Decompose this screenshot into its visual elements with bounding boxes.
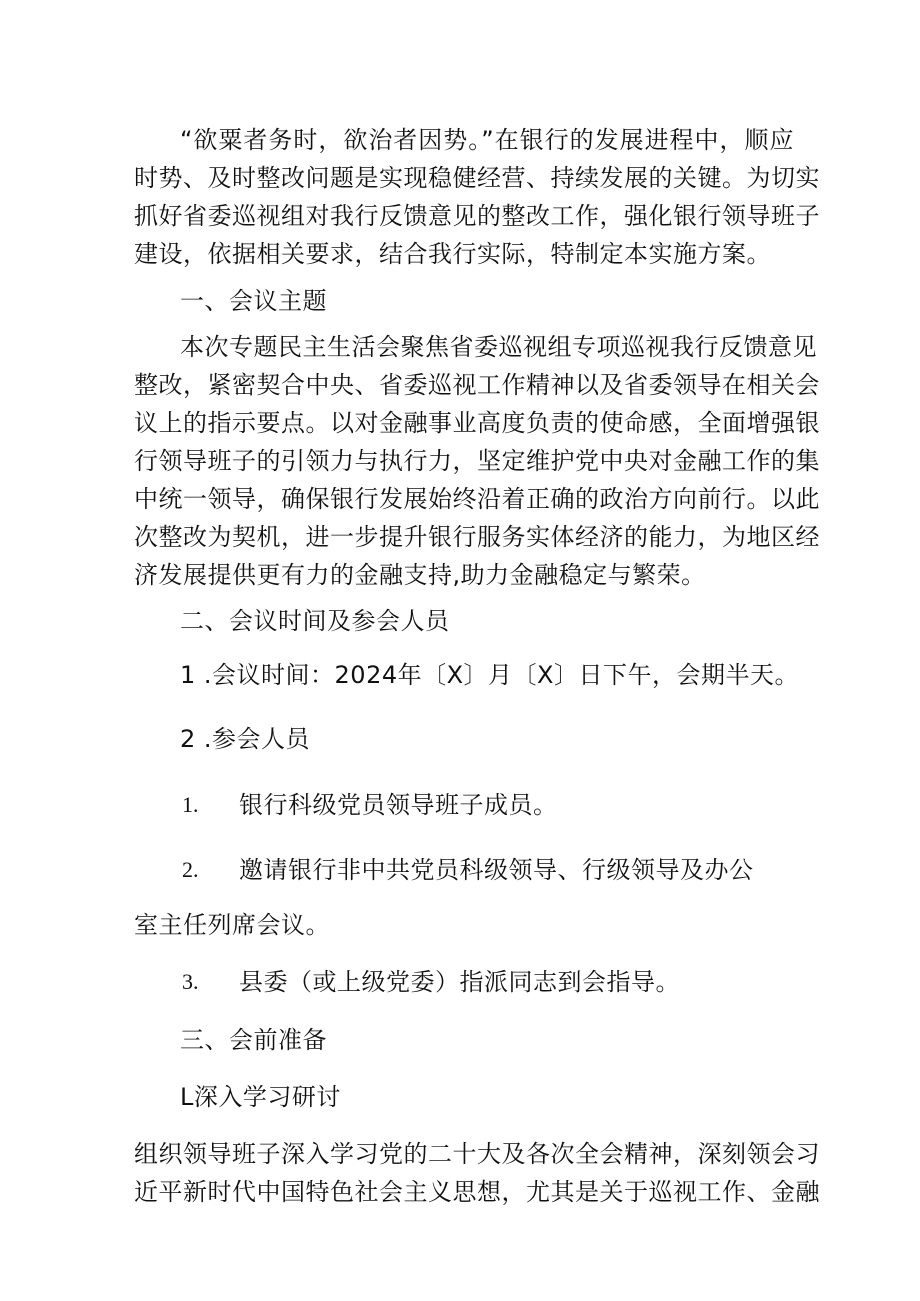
intro-line-3: 抓好省委巡视组对我行反馈意见的整改工作，强化银行领导班子 — [134, 202, 820, 230]
attendee-text-2-continued: 室主任列席会议。 — [134, 911, 330, 939]
section1-line-1: 本次专题民主生活会聚焦省委巡视组专项巡视我行反馈意见 — [180, 333, 817, 361]
section3-subheading: L深入学习研讨 — [180, 1083, 341, 1111]
section1-line-5: 中统一领导，确保银行发展始终沿着正确的政治方向前行。以此 — [134, 485, 820, 513]
section3-heading: 三、会前准备 — [180, 1026, 327, 1054]
attendee-number-2: 2. — [182, 857, 199, 882]
attendee-number-3: 3. — [182, 969, 199, 994]
section1-heading: 一、会议主题 — [180, 287, 327, 315]
attendee-text-2: 邀请银行非中共党员科级领导、行级领导及办公 — [239, 856, 754, 884]
section3-line-1: 组织领导班子深入学习党的二十大及各次全会精神，深刻领会习 — [134, 1140, 820, 1168]
intro-line-1: “欲粟者务时，欲治者因势。”在银行的发展进程中，顺应 — [180, 126, 794, 154]
attendees-item: 2 .参会人员 — [180, 725, 311, 753]
section1-line-2: 整改，紧密契合中央、省委巡视工作精神以及省委领导在相关会 — [134, 371, 820, 399]
section3-line-2: 近平新时代中国特色社会主义思想，尤其是关于巡视工作、金融 — [134, 1178, 820, 1206]
attendee-text-3: 县委（或上级党委）指派同志到会指导。 — [239, 968, 680, 996]
intro-line-2: 时势、及时整改问题是实现稳健经营、持续发展的关键。为切实 — [134, 164, 820, 192]
intro-line-4: 建设，依据相关要求，结合我行实际，特制定本实施方案。 — [134, 240, 771, 268]
attendee-number-1: 1. — [182, 792, 199, 817]
meeting-time-item: 1 .会议时间：2024年〔X〕月〔X〕日下午，会期半天。 — [180, 661, 799, 689]
section1-line-6: 次整改为契机，进一步提升银行服务实体经济的能力，为地区经 — [134, 523, 820, 551]
section1-line-4: 行领导班子的引领力与执行力，坚定维护党中央对金融工作的集 — [134, 447, 820, 475]
attendee-text-1: 银行科级党员领导班子成员。 — [239, 791, 558, 819]
section1-line-7: 济发展提供更有力的金融支持,助力金融稳定与繁荣。 — [134, 561, 706, 589]
section2-heading: 二、会议时间及参会人员 — [180, 607, 450, 635]
section1-line-3: 议上的指示要点。以对金融事业高度负责的使命感，全面增强银 — [134, 409, 820, 437]
